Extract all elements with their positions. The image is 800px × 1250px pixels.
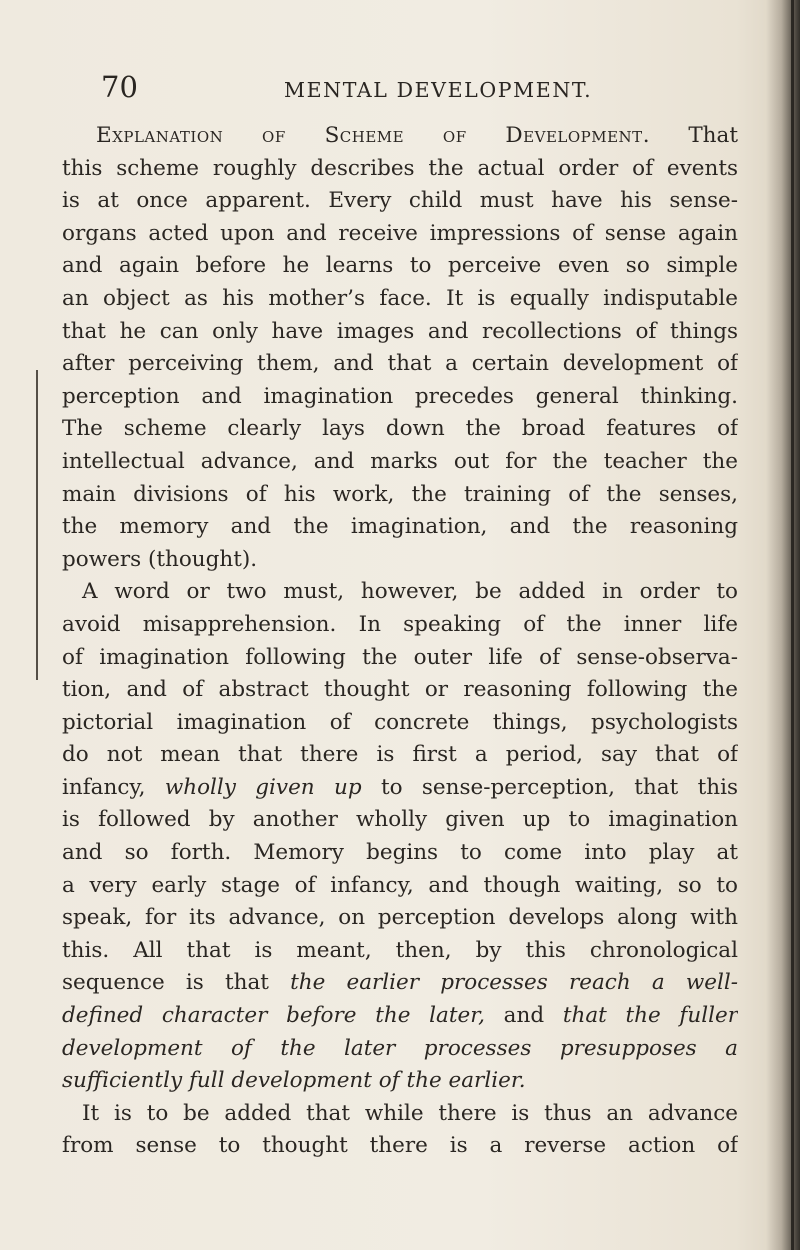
page-header bbox=[101, 70, 741, 110]
text-line: defined character before the later, and that the fuller bbox=[62, 1003, 738, 1029]
section-heading: Explanation of Scheme of Development. bbox=[96, 123, 651, 148]
text-line: a very early stage of infancy, and though waiting, so to bbox=[62, 872, 738, 898]
text-line: main divisions of his work, the training of the senses, bbox=[62, 481, 738, 507]
text-line: after perceiving them, and that a certain development of bbox=[62, 351, 738, 377]
italic-phrase: that the fuller bbox=[544, 1003, 738, 1029]
running-head: MENTAL DEVELOPMENT. bbox=[284, 78, 593, 102]
text-line: infancy, wholly given up to sense-perception, that this bbox=[62, 774, 738, 800]
text-line: intellectual advance, and marks out for the teacher the bbox=[62, 448, 738, 474]
text-line: do not mean that there is first a period, say that of bbox=[62, 742, 738, 768]
text-line: and so forth. Memory begins to come into play at bbox=[62, 840, 738, 866]
text-line bbox=[62, 1033, 738, 1066]
text-line: this scheme roughly describes the actual order of events bbox=[62, 155, 738, 181]
italic-phrase: development of the later processes presupposes a bbox=[62, 1035, 738, 1061]
italic-phrase: defined character before the later, bbox=[62, 1003, 504, 1029]
text-line: the memory and the imagination, and the reasoning bbox=[62, 514, 738, 540]
margin-pencil-mark bbox=[36, 370, 38, 680]
body-text bbox=[62, 120, 738, 1163]
italic-phrase: sufficiently full development of the earlier. bbox=[62, 1068, 526, 1094]
text-line: Explanation of Scheme of Development. That bbox=[96, 123, 738, 148]
text-line bbox=[62, 1065, 738, 1098]
binding-edge bbox=[791, 0, 794, 1250]
page-edge-shadow bbox=[766, 0, 800, 1250]
text-line: The scheme clearly lays down the broad features of bbox=[62, 416, 738, 442]
text-line: speak, for its advance, on perception develops along with bbox=[62, 905, 738, 931]
text-line: It is to be added that while there is thus an advance bbox=[82, 1100, 738, 1126]
text-line: is followed by another wholly given up to imagination bbox=[62, 807, 738, 833]
text-line: an object as his mother’s face. It is equally indisputable bbox=[62, 285, 738, 311]
text-line: sequence is that the earlier processes reach a well- bbox=[62, 970, 738, 996]
text-line: powers (thought). bbox=[62, 546, 258, 572]
text-line: is at once apparent. Every child must have his sense- bbox=[62, 188, 738, 214]
page-number: 70 bbox=[101, 70, 138, 104]
text-line: from sense to thought there is a reverse action of bbox=[62, 1133, 738, 1159]
text-line: this. All that is meant, then, by this chronological bbox=[62, 937, 738, 963]
italic-phrase: the earlier processes reach a well- bbox=[290, 970, 738, 996]
text-line: of imagination following the outer life of sense-observa- bbox=[62, 644, 738, 670]
text-line: A word or two must, however, be added in order to bbox=[82, 579, 738, 605]
text-line: and again before he learns to perceive even so simple bbox=[62, 253, 738, 279]
text-line: perception and imagination precedes general thinking. bbox=[62, 383, 738, 409]
text-line: that he can only have images and recollections of things bbox=[62, 318, 738, 344]
text-line: tion, and of abstract thought or reasoning following the bbox=[62, 677, 738, 703]
text-line: avoid misapprehension. In speaking of the inner life bbox=[62, 611, 738, 637]
text-line: pictorial imagination of concrete things, psychologists bbox=[62, 709, 738, 735]
italic-phrase: wholly given up bbox=[164, 774, 362, 800]
text-line: organs acted upon and receive impressions of sense again bbox=[62, 220, 738, 246]
